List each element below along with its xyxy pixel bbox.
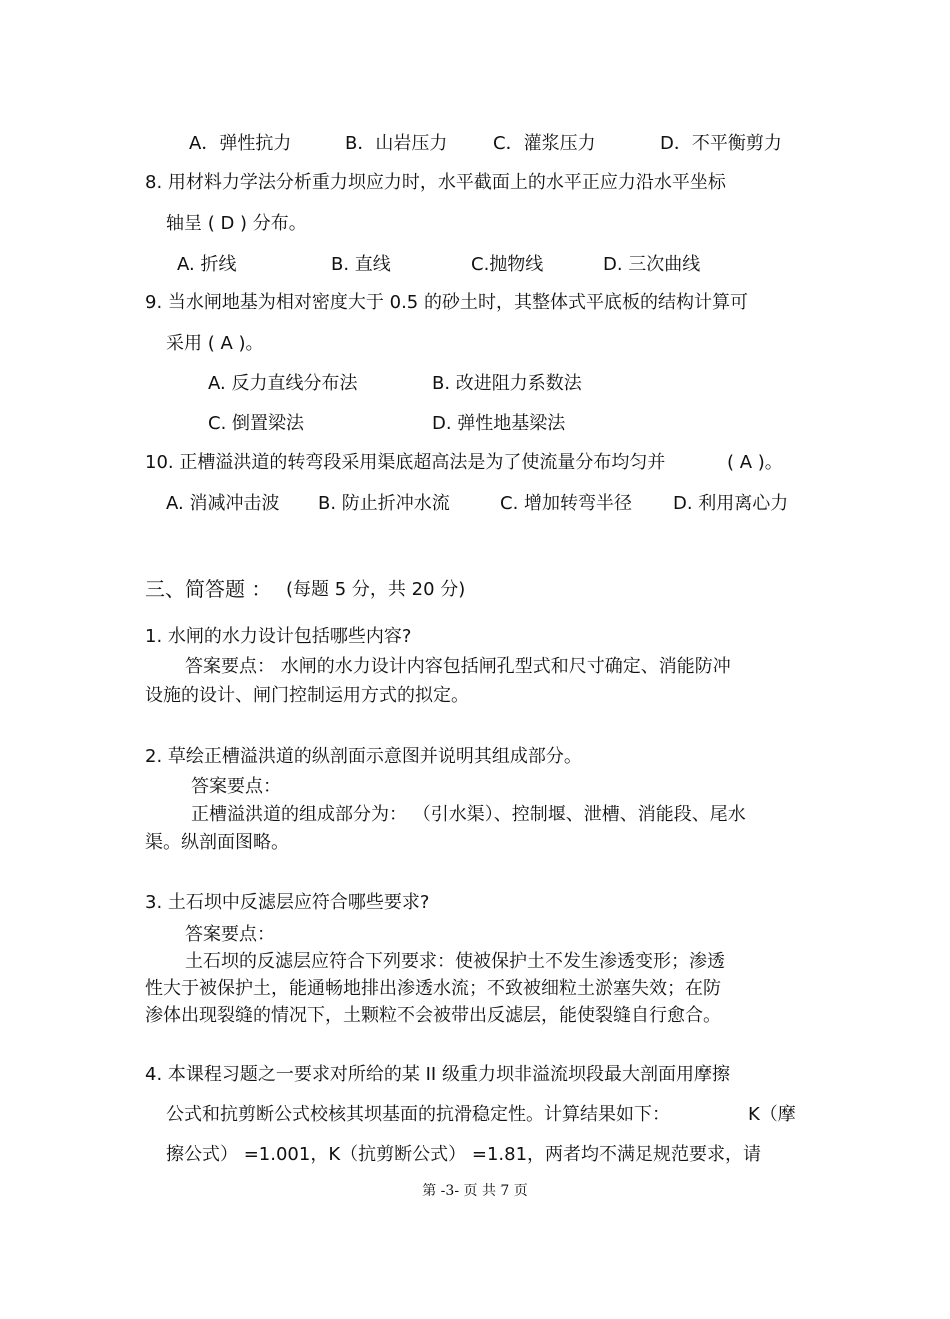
q10-stem: 10. 正槽溢洪道的转弯段采用渠底超高法是为了使流量分布均匀并 (145, 452, 666, 473)
q9-option-b: B. 改进阻力系数法 (432, 373, 582, 394)
short-answer-3-question: 3. 土石坝中反滤层应符合哪些要求? (145, 892, 430, 913)
q9-option-a: A. 反力直线分布法 (208, 373, 358, 394)
short-answer-1-answer-line1: 答案要点： 水闸的水力设计内容包括闸孔型式和尺寸确定、消能防冲 (185, 656, 731, 677)
q8-option-a: A. 折线 (177, 254, 237, 275)
short-answer-1-question: 1. 水闸的水力设计包括哪些内容? (145, 626, 412, 647)
q9-stem-line2: 采用 ( A )。 (166, 333, 264, 354)
short-answer-2-label: 答案要点： (191, 776, 281, 797)
q10-answer: ( A )。 (727, 452, 783, 473)
short-answer-4-line3: 擦公式） =1.001，K（抗剪断公式） =1.81，两者均不满足规范要求，请 (166, 1144, 762, 1165)
q8-option-b: B. 直线 (331, 254, 391, 275)
q7-option-b: B．山岩压力 (345, 133, 448, 154)
q10-option-b: B. 防止折冲水流 (318, 493, 450, 514)
short-answer-3-answer-line1: 土石坝的反滤层应符合下列要求：使被保护土不发生渗透变形；渗透 (185, 951, 725, 972)
q9-stem-line1: 9. 当水闸地基为相对密度大于 0.5 的砂土时，其整体式平底板的结构计算可 (145, 292, 748, 313)
short-answer-2-answer-line2: 渠。纵剖面图略。 (145, 832, 289, 853)
short-answer-3-label: 答案要点： (185, 924, 275, 945)
q7-option-a: A．弹性抗力 (189, 133, 292, 154)
short-answer-2-answer-line1: 正槽溢洪道的组成部分为： （引水渠）、控制堰、泄槽、消能段、尾水 (191, 804, 746, 825)
q7-option-d: D．不平衡剪力 (660, 133, 782, 154)
short-answer-4-line1: 4. 本课程习题之一要求对所给的某 II 级重力坝非溢流坝段最大剖面用摩擦 (145, 1064, 730, 1085)
q8-stem-line2: 轴呈 ( D ) 分布。 (166, 213, 307, 234)
short-answer-1-answer-line2: 设施的设计、闸门控制运用方式的拟定。 (145, 685, 469, 706)
q10-option-c: C. 增加转弯半径 (500, 493, 633, 514)
q8-stem-line1: 8. 用材料力学法分析重力坝应力时，水平截面上的水平正应力沿水平坐标 (145, 172, 726, 193)
short-answer-2-question: 2. 草绘正槽溢洪道的纵剖面示意图并说明其组成部分。 (145, 746, 582, 767)
short-answer-4-line2-tail: K（摩 (748, 1104, 796, 1125)
q7-option-c: C．灌浆压力 (493, 133, 596, 154)
q8-option-d: D. 三次曲线 (603, 254, 701, 275)
short-answer-3-answer-line2: 性大于被保护土，能通畅地排出渗透水流；不致被细粒土淤塞失效；在防 (145, 978, 721, 999)
q9-option-d: D. 弹性地基梁法 (432, 413, 566, 434)
q8-option-c: C.抛物线 (471, 254, 544, 275)
short-answer-4-line2: 公式和抗剪断公式校核其坝基面的抗滑稳定性。计算结果如下： (166, 1104, 670, 1125)
q9-option-c: C. 倒置梁法 (208, 413, 305, 434)
page-footer: 第 -3- 页 共 7 页 (422, 1183, 528, 1199)
section-title: 三、简答题 ： (145, 577, 272, 601)
q10-option-d: D. 利用离心力 (673, 493, 789, 514)
section-scoring-note: (每题 5 分，共 20 分) (286, 579, 466, 600)
short-answer-3-answer-line3: 渗体出现裂缝的情况下，土颗粒不会被带出反滤层，能使裂缝自行愈合。 (145, 1005, 721, 1026)
q10-option-a: A. 消减冲击波 (166, 493, 280, 514)
